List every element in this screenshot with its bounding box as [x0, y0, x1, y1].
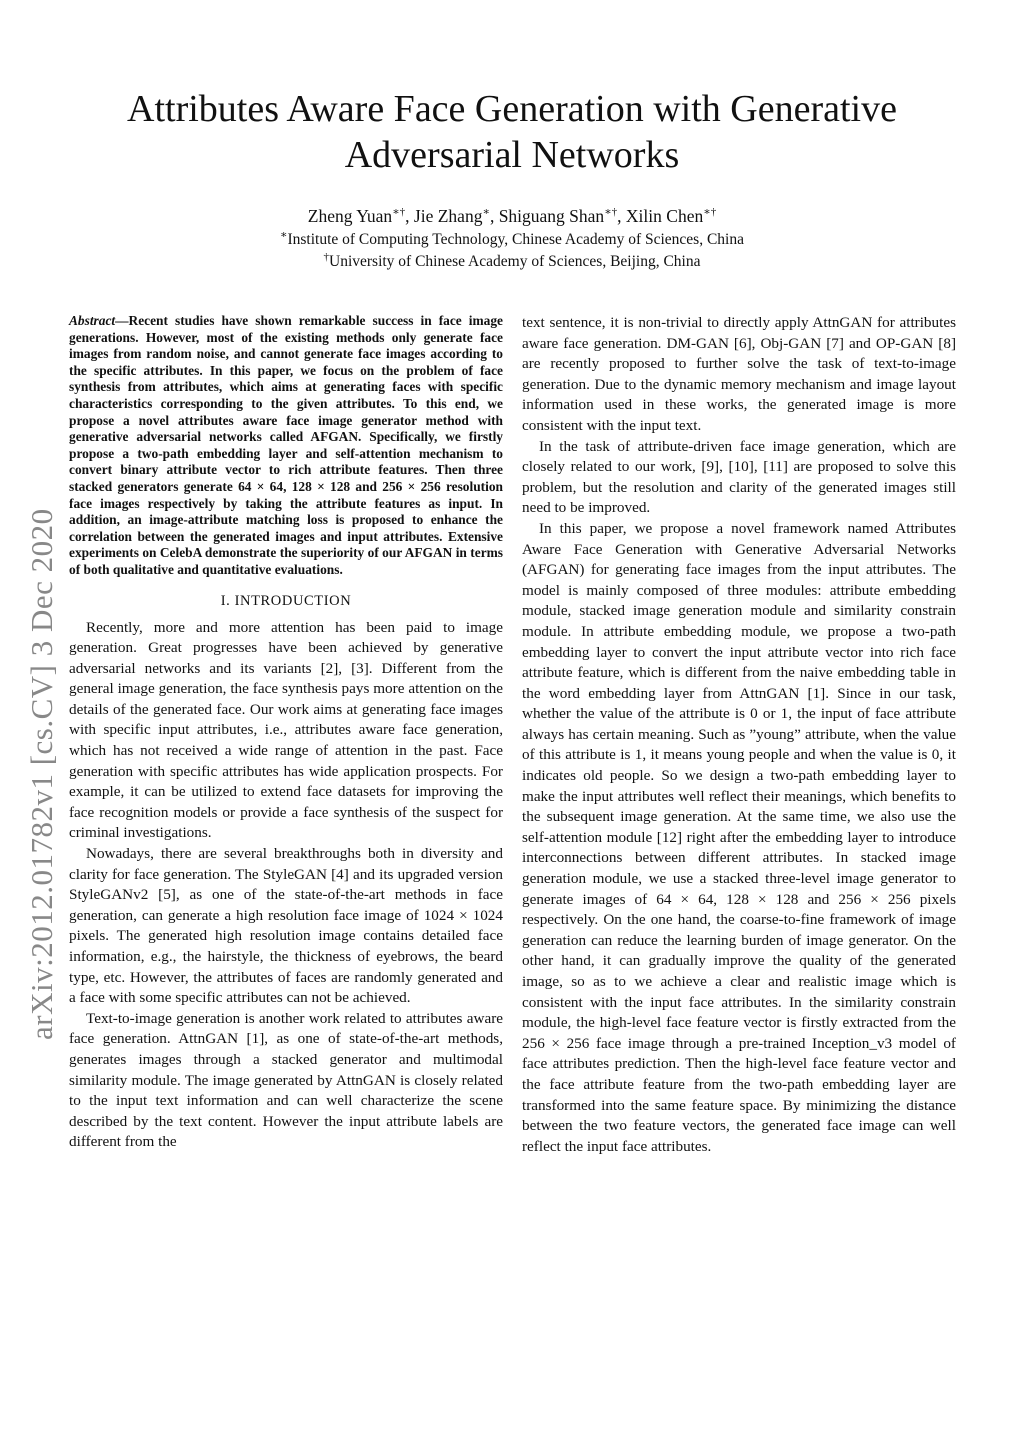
- author-list: Zheng Yuan∗†, Jie Zhang∗, Shiguang Shan∗†, Xilin Chen∗†: [307, 206, 717, 226]
- author-marks: ∗†: [703, 206, 717, 219]
- affiliation: [60, 230, 964, 250]
- right-column: [522, 313, 956, 1157]
- affiliation: [60, 252, 964, 272]
- author-marks: ∗: [482, 206, 490, 219]
- paragraph: In the task of attribute-driven face image generation, which are closely related to our work, [9], [10], [11] are proposed to solve this problem, but the resolution and clarity of the generated images still need to be improved.: [522, 437, 956, 517]
- abstract-text: —Recent studies have shown remarkable success in face image generations. However, most of the existing methods only generate face images from random noise, and cannot generate face images according to the specific attributes. In this paper, we focus on the problem of face synthesis from attributes, which aims at generating faces with specific characteristics corresponding to the given attributes. To this end, we propose a novel attributes aware face image generator method with generative adversarial networks called AFGAN. Specifically, we firstly propose a two-path embedding layer and self-attention mechanism to convert binary attribute vector to rich attribute features. Then three stacked generators generate 64 × 64, 128 × 128 and 256 × 256 resolution face images respectively by taking the attribute features as input. In addition, an image-attribute matching loss is proposed to enhance the correlation between the generated images and input attributes. Extensive experiments on CelebA demonstrate the superiority of our AFGAN in terms of both qualitative and quantitative evaluations.: [69, 313, 503, 577]
- paragraph: Text-to-image generation is another work related to attributes aware face generation. AttnGAN [1], as one of state-of-the-art methods, generates images through a stacked generator and multimodal similarity module. The image generated by AttnGAN is closely related to the input text information and can well characterize the scene described by the text content. However the input attribute labels are different from the: [69, 1009, 503, 1151]
- author-name: Xilin Chen: [625, 206, 704, 226]
- paragraph: Nowadays, there are several breakthroughs both in diversity and clarity for face generation. The StyleGAN [4] and its upgraded version StyleGANv2 [5], as one of the state-of-the-art methods in face generation, can generate a high resolution face image of 1024 × 1024 pixels. The generated high resolution image contains detailed face information, e.g., the hairstyle, the thickness of eyebrows, the beard type, etc. However, the attributes of faces are randomly generated and a face with some specific attributes can not be achieved.: [69, 845, 503, 1007]
- author-marks: ∗†: [604, 206, 618, 219]
- author-name: Zheng Yuan: [307, 206, 393, 226]
- affiliation-mark: †: [323, 250, 329, 263]
- arxiv-identifier: arXiv:2012.01782v1 [cs.CV] 3 Dec 2020: [24, 508, 59, 1040]
- affiliation-mark: ∗: [279, 228, 288, 241]
- abstract-lead: Abstract: [69, 313, 116, 328]
- author-name: Shiguang Shan: [498, 206, 605, 226]
- paragraph: Recently, more and more attention has been paid to image generation. Great progresses have been achieved by generative adversarial networks and its variants [2], [3]. Different from the general image generation, the face synthesis pays more attention on the details of the generated face. Our work aims at generating face images with specific input attributes, i.e., attributes aware face generation, which has not received a wide range of attention in the past. Face generation with specific attributes has wide application prospects. For example, it can be utilized to extend face datasets for improving the face recognition models or provide a face synthesis of the suspect for criminal investigations.: [69, 618, 503, 842]
- paragraph: In this paper, we propose a novel framework named Attributes Aware Face Generation with Generative Adversarial Networks (AFGAN) for generating face images from the input attributes. The model is mainly composed of three modules: attribute embedding module, stacked image generation module and similarity constrain module. In attribute embedding module, we propose a two-path embedding layer to convert the input attribute vector into rich face attribute feature, which is different from the naive embedding table in the word embedding layer from AttnGAN [1]. Since in our task, whether the value of the attribute is 0 or 1, the input of face attribute always has certain meaning. Such as ”young” attribute, when the value of this attribute is 1, it means young people and when the value is 0, it indicates old people. So we design a two-path embedding layer to make the input attributes well reflect their meanings, which benefits to the subsequent image generation. At the same time, we also use the self-attention module [12] right after the embedding layer to introduce interconnections between different attributes. In stacked image generation module, we use a stacked three-level image generator to generate images of 64 × 64, 128 × 128 and 256 × 256 pixels respectively. On the one hand, the coarse-to-fine framework of image generation can reduce the learning burden of image generator. On the other hand, it can gradually improve the quality of the generated image, so as to we achieve a clear and realistic image which is consistent with the input face attributes. In the similarity constrain module, the high-level face feature vector is firstly extracted from the 256 × 256 face image through a pre-trained Inception_v3 model of face attributes prediction. Then the high-level face feature vector and the face attribute feature from the two-path embedding layer are transformed into the same feature space. By minimizing the distance between the two feature vectors, the generated face image can well reflect the input face attributes.: [522, 519, 956, 1155]
- author-marks: ∗†: [392, 206, 406, 219]
- left-column: [69, 313, 503, 1153]
- author-name: Jie Zhang: [413, 206, 483, 226]
- section-heading-introduction: I. INTRODUCTION: [220, 592, 352, 609]
- affiliation-text: Institute of Computing Technology, Chinese Academy of Sciences, China: [287, 231, 744, 248]
- abstract: [69, 313, 503, 579]
- paragraph: text sentence, it is non-trivial to directly apply AttnGAN for attributes aware face generation. DM-GAN [6], Obj-GAN [7] and OP-GAN [8] are recently proposed to further solve the task of text-to-image generation. Due to the dynamic memory mechanism and image layout information used in these works, the generated image is more consistent with the input text.: [522, 314, 956, 434]
- paper-title: Attributes Aware Face Generation with Generative Adversarial Networks: [127, 88, 897, 176]
- affiliation-text: University of Chinese Academy of Sciences, Beijing, China: [329, 253, 701, 270]
